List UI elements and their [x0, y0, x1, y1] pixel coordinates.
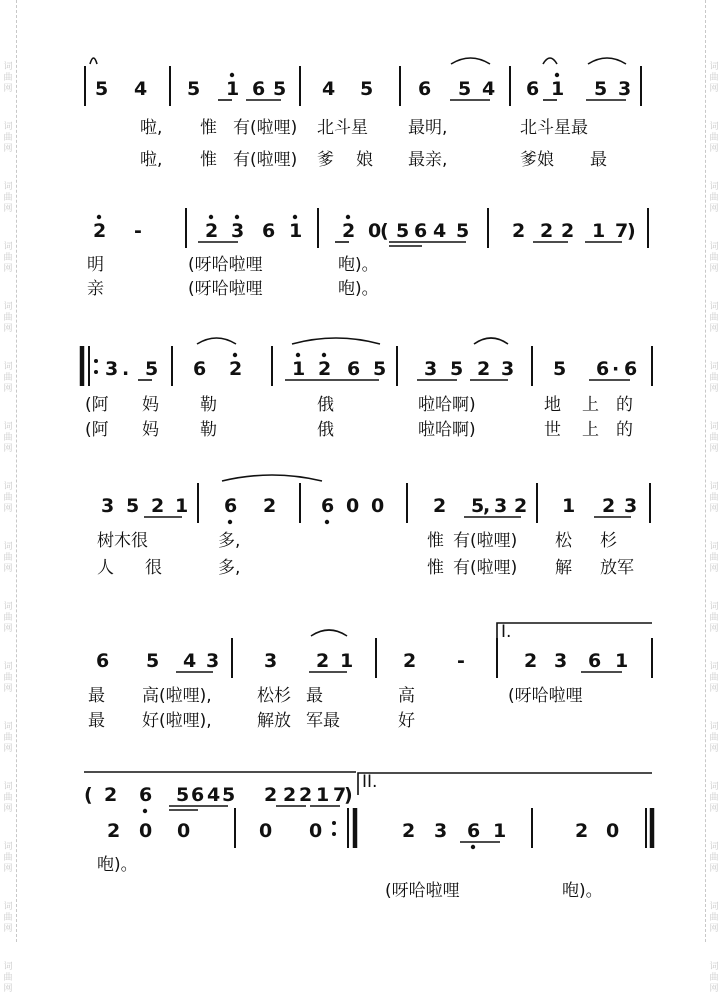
row0-note: 3	[618, 78, 632, 100]
row4-note: 1	[615, 650, 629, 672]
cue-note: 5	[176, 784, 190, 806]
repeat-end-dot	[332, 832, 336, 836]
cue-note: 1	[316, 784, 330, 806]
row5-note: 0	[309, 820, 323, 842]
row0-note: 1	[551, 78, 565, 100]
lyric-text: 高	[398, 686, 415, 706]
row3-low-dot	[228, 520, 232, 524]
row2-note: 3	[105, 358, 119, 380]
volta-label: II.	[362, 772, 378, 792]
watermark-text: 词 曲 网	[709, 962, 719, 994]
row5-note: 2	[107, 820, 121, 842]
lyric-text: 解放	[257, 711, 291, 731]
row4-note: 3	[554, 650, 568, 672]
lyric-text: 惟	[200, 150, 217, 170]
lyric-text: 最明,	[408, 118, 448, 138]
lyric-text: (呀哈啦哩	[188, 255, 263, 275]
row2-note: 2	[318, 358, 332, 380]
row1-high-dot	[346, 215, 350, 219]
row3-note: 5	[126, 495, 140, 517]
row3-note: 2	[514, 495, 528, 517]
row3-note: 6	[224, 495, 238, 517]
row3-note: 1	[562, 495, 576, 517]
watermark-text: 词 曲 网	[3, 782, 13, 814]
watermark-text: 词 曲 网	[3, 902, 13, 934]
watermark-text: 词 曲 网	[3, 962, 13, 994]
row5-note: 1	[493, 820, 507, 842]
watermark-text: 词 曲 网	[3, 842, 13, 874]
lyric-text: (呀哈啦哩	[385, 881, 460, 901]
row4-note: 4	[183, 650, 197, 672]
lyric-text: 爹	[317, 150, 334, 170]
watermark-text: 词 曲 网	[709, 902, 719, 934]
row3-note: 6	[321, 495, 335, 517]
watermark-text: 词 曲 网	[709, 542, 719, 574]
row5-note: 3	[434, 820, 448, 842]
row0-note: 5	[360, 78, 374, 100]
row2-note: 6	[347, 358, 361, 380]
row1-note: 4	[433, 220, 447, 242]
row1-note: 7	[615, 220, 629, 242]
cue-note: )	[344, 784, 353, 806]
row3-note: 1	[175, 495, 189, 517]
watermark-text: 词 曲 网	[709, 842, 719, 874]
watermark-text: 词 曲 网	[3, 122, 13, 154]
lyric-text: 惟	[427, 531, 444, 551]
watermark-text: 词 曲 网	[3, 542, 13, 574]
row3-note: 3	[101, 495, 115, 517]
row1-high-dot	[97, 215, 101, 219]
row5-low-dot	[471, 845, 475, 849]
lyric-text: 爹娘	[520, 150, 554, 170]
cue-note: 2	[264, 784, 278, 806]
cue-note: 2	[283, 784, 297, 806]
lyric-text: 亲	[87, 279, 104, 299]
row0-note: 4	[482, 78, 496, 100]
row0-note: 6	[526, 78, 540, 100]
row1-note: 2	[342, 220, 356, 242]
row4-note: 5	[146, 650, 160, 672]
row0-note: 5	[187, 78, 201, 100]
row4-note: 6	[96, 650, 110, 672]
row1-note: 3	[231, 220, 245, 242]
lyric-text: 有(啦哩)	[453, 531, 518, 551]
row4-note: 3	[206, 650, 220, 672]
row2-high-dot	[322, 353, 326, 357]
repeat-dot	[94, 359, 98, 363]
lyric-text: 啦,	[140, 118, 163, 138]
repeat-dot	[94, 370, 98, 374]
lyric-text: 杉	[600, 531, 617, 551]
row1-note: 2	[93, 220, 107, 242]
watermark-text: 词 曲 网	[3, 242, 13, 274]
row3-low-dot	[325, 520, 329, 524]
row1-high-dot	[293, 215, 297, 219]
watermark-text: 词 曲 网	[709, 602, 719, 634]
lyric-text: 妈	[142, 420, 159, 440]
watermark-text: 词 曲 网	[3, 602, 13, 634]
lyric-text: 松杉	[257, 686, 291, 706]
lyric-text: 上	[582, 420, 599, 440]
row3-note: 0	[346, 495, 360, 517]
row1-note: 2	[561, 220, 575, 242]
watermark-text: 词 曲 网	[709, 422, 719, 454]
row1-note: 2	[205, 220, 219, 242]
lyric-text: 世	[544, 420, 561, 440]
lyric-text: (阿	[85, 395, 109, 415]
cue-note: (	[84, 784, 93, 806]
watermark-text: 词 曲 网	[709, 362, 719, 394]
lyric-text: 有(啦哩)	[233, 150, 298, 170]
lyric-text: 有(啦哩)	[233, 118, 298, 138]
cue-note: 2	[299, 784, 313, 806]
row5-note: 2	[575, 820, 589, 842]
lyric-text: 咆)。	[338, 255, 379, 275]
lyric-text: 地	[544, 395, 561, 415]
watermark-text: 词 曲 网	[709, 782, 719, 814]
lyric-text: 最	[88, 686, 105, 706]
row2-note: 5	[450, 358, 464, 380]
row1-note: 5	[456, 220, 470, 242]
row2-note: 5	[373, 358, 387, 380]
volta-bracket	[358, 773, 652, 795]
lyric-text: (阿	[85, 420, 109, 440]
tie-slur	[197, 338, 236, 344]
row0-note: 4	[134, 78, 148, 100]
row0-note: 5	[458, 78, 472, 100]
watermark-text: 词 曲 网	[709, 662, 719, 694]
row1-note: 0	[368, 220, 382, 242]
lyric-text: 好	[398, 711, 415, 731]
watermark-text: 词 曲 网	[3, 302, 13, 334]
row0-note: 6	[252, 78, 266, 100]
lyric-text: 最	[88, 711, 105, 731]
lyric-text: 啦哈啊)	[418, 420, 476, 440]
row5-note: 0	[606, 820, 620, 842]
cue-low-dot	[143, 809, 147, 813]
cue-note: 5	[222, 784, 236, 806]
tie-slur	[543, 58, 557, 64]
row3-note: ,	[483, 495, 491, 517]
lyric-text: 放军	[600, 558, 634, 578]
row2-note: 5	[553, 358, 567, 380]
lyric-text: 咆)。	[97, 855, 138, 875]
row4-note: 6	[588, 650, 602, 672]
lyric-text: 咆)。	[562, 881, 603, 901]
lyric-text: 妈	[142, 395, 159, 415]
watermark-text: 词 曲 网	[709, 482, 719, 514]
row5-note: 6	[467, 820, 481, 842]
lyric-text: 人	[97, 558, 114, 578]
lyric-text: 娘	[356, 150, 373, 170]
row1-note: -	[134, 220, 142, 242]
row2-note: ·	[612, 358, 620, 380]
lyric-text: (呀哈啦哩	[188, 279, 263, 299]
lyric-text: 俄	[317, 420, 334, 440]
watermark-text: 词 曲 网	[3, 362, 13, 394]
row0-note: 5	[594, 78, 608, 100]
lyric-text: 啦哈啊)	[418, 395, 476, 415]
lyric-text: 勒	[200, 395, 217, 415]
repeat-end-dot	[332, 821, 336, 825]
row3-note: 2	[433, 495, 447, 517]
row3-note: 2	[263, 495, 277, 517]
watermark-text: 词 曲 网	[3, 662, 13, 694]
cue-note: 6	[191, 784, 205, 806]
row0-note: 4	[322, 78, 336, 100]
row3-note: 2	[602, 495, 616, 517]
watermark-text: 词 曲 网	[3, 62, 13, 94]
row1-note: (	[380, 220, 389, 242]
tie-slur	[222, 475, 322, 481]
tie-slur	[588, 58, 626, 64]
row1-note: 5	[396, 220, 410, 242]
watermark-text: 词 曲 网	[709, 182, 719, 214]
row1-note: )	[627, 220, 636, 242]
row4-note: 2	[316, 650, 330, 672]
tie-slur	[451, 58, 490, 64]
lyric-text: 多,	[218, 531, 241, 551]
row2-note: 2	[477, 358, 491, 380]
lyric-text: 北斗星	[317, 118, 368, 138]
watermark-text: 词 曲 网	[3, 422, 13, 454]
watermark-text: 词 曲 网	[3, 182, 13, 214]
row3-note: 3	[624, 495, 638, 517]
row1-high-dot	[209, 215, 213, 219]
row1-note: 6	[414, 220, 428, 242]
watermark-text: 词 曲 网	[709, 242, 719, 274]
row1-note: 1	[592, 220, 606, 242]
lyric-text: 惟	[427, 558, 444, 578]
watermark-text: 词 曲 网	[709, 122, 719, 154]
row2-note: 1	[292, 358, 306, 380]
lyric-text: 军最	[306, 711, 340, 731]
lyric-text: 解	[555, 558, 572, 578]
cue-note: 4	[207, 784, 221, 806]
row2-note: 2	[229, 358, 243, 380]
row2-note: 3	[501, 358, 515, 380]
lyric-text: 惟	[200, 118, 217, 138]
cue-note: 7	[333, 784, 347, 806]
row4-note: -	[457, 650, 465, 672]
row0-high-dot	[230, 73, 234, 77]
row0-high-dot	[555, 73, 559, 77]
row2-note: 6	[624, 358, 638, 380]
row4-note: 2	[524, 650, 538, 672]
tie-slur	[311, 630, 347, 636]
row0-note: 5	[95, 78, 109, 100]
lyric-text: 啦,	[140, 150, 163, 170]
cue-note: 6	[139, 784, 153, 806]
row4-note: 1	[340, 650, 354, 672]
lyric-text: 很	[145, 558, 162, 578]
row5-note: 0	[259, 820, 273, 842]
row3-note: 0	[371, 495, 385, 517]
row1-note: 2	[540, 220, 554, 242]
tie-slur	[90, 58, 97, 64]
row5-note: 2	[402, 820, 416, 842]
lyric-text: (呀哈啦哩	[508, 686, 583, 706]
lyric-text: 多,	[218, 558, 241, 578]
row0-note: 1	[226, 78, 240, 100]
watermark-text: 词 曲 网	[709, 722, 719, 754]
lyric-text: 最	[306, 686, 323, 706]
lyric-text: 最	[590, 150, 607, 170]
row5-note: 0	[177, 820, 191, 842]
row4-note: 3	[264, 650, 278, 672]
row3-note: 2	[151, 495, 165, 517]
watermark-text: 词 曲 网	[3, 722, 13, 754]
row2-note: 3	[424, 358, 438, 380]
volta-bracket	[497, 623, 652, 645]
lyric-text: 高(啦哩),	[142, 686, 212, 706]
row2-note: 6	[193, 358, 207, 380]
tie-slur	[292, 338, 380, 344]
lyric-text: 好(啦哩),	[142, 711, 212, 731]
lyric-text: 的	[616, 395, 633, 415]
lyric-text: 明	[87, 255, 104, 275]
row3-note: 3	[494, 495, 508, 517]
lyric-text: 最亲,	[408, 150, 448, 170]
row0-note: 6	[418, 78, 432, 100]
row3-note: 5	[471, 495, 485, 517]
volta-label: I.	[501, 622, 512, 642]
row2-note: .	[122, 358, 130, 380]
lyric-text: 有(啦哩)	[453, 558, 518, 578]
row2-high-dot	[296, 353, 300, 357]
row1-note: 6	[262, 220, 276, 242]
watermark-text: 词 曲 网	[3, 482, 13, 514]
lyric-text: 树木很	[97, 531, 148, 551]
lyric-text: 俄	[317, 395, 334, 415]
cue-note: 2	[104, 784, 118, 806]
lyric-text: 松	[555, 531, 572, 551]
row2-high-dot	[233, 353, 237, 357]
row2-note: 6	[596, 358, 610, 380]
lyric-text: 勒	[200, 420, 217, 440]
lyric-text: 北斗星最	[520, 118, 588, 138]
row5-note: 0	[139, 820, 153, 842]
row1-note: 1	[289, 220, 303, 242]
row2-note: 5	[145, 358, 159, 380]
watermark-text: 词 曲 网	[709, 62, 719, 94]
row4-note: 2	[403, 650, 417, 672]
row1-note: 2	[512, 220, 526, 242]
row0-note: 5	[273, 78, 287, 100]
lyric-text: 上	[582, 395, 599, 415]
lyric-text: 咆)。	[338, 279, 379, 299]
row1-high-dot	[235, 215, 239, 219]
tie-slur	[474, 338, 508, 344]
watermark-text: 词 曲 网	[709, 302, 719, 334]
lyric-text: 的	[616, 420, 633, 440]
